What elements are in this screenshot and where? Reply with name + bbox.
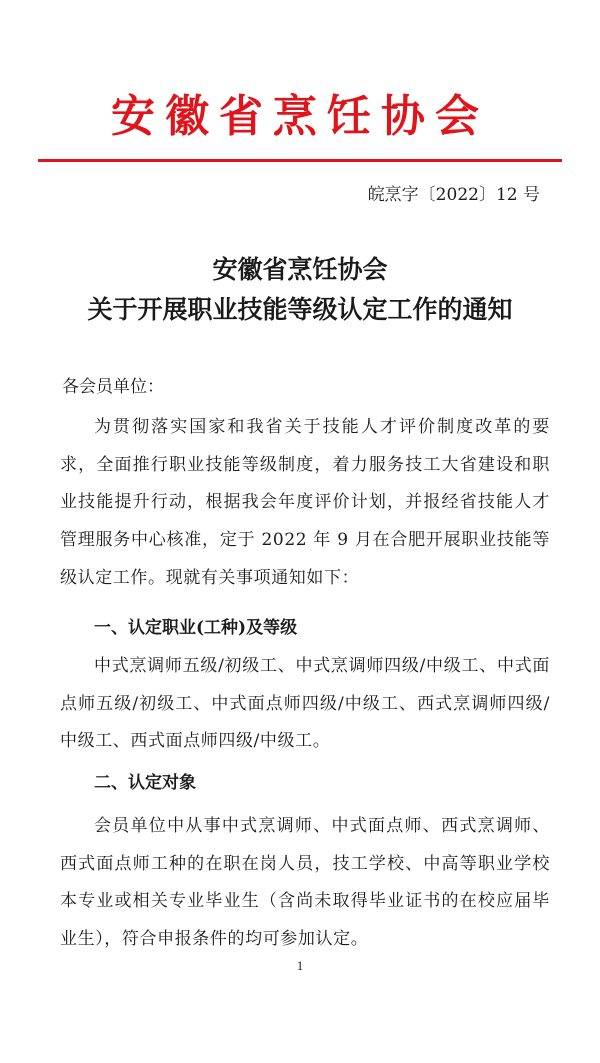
document-number: 皖烹字〔2022〕12 号 <box>367 185 540 205</box>
salutation: 各会员单位： <box>62 377 164 397</box>
intro-paragraph: 为贯彻落实国家和我省关于技能人才评价制度改革的要求，全面推行职业技能等级制度，着力服务技工大省建设和职业技能提升行动，根据我会年度评价计划，并报经省技能人才管理服务中心核准，定于 2022 年 9 月在合肥开展职业技能等级认定工作。现就有关事项通知如下： <box>60 417 550 588</box>
section-heading-occupations: 一、认定职业(工种)及等级 <box>94 618 298 638</box>
section-heading-targets: 二、认定对象 <box>94 773 196 793</box>
occupations-paragraph: 中式烹调师五级/初级工、中式烹调师四级/中级工、中式面点师五级/初级工、中式面点师四级/中级工、西式烹调师四级/中级工、西式面点师四级/中级工。 <box>60 656 550 752</box>
targets-paragraph: 会员单位中从事中式烹调师、中式面点师、西式烹调师、西式面点师工种的在职在岗人员，技工学校、中高等职业学校本专业或相关专业毕业生（含尚未取得毕业证书的在校应届毕业生），符合申报条件的均可参加认定。 <box>60 816 550 950</box>
letterhead-red-rule <box>38 159 562 162</box>
document-title-line-2: 关于开展职业技能等级认定工作的通知 <box>87 295 513 324</box>
document-title-line-1: 安徽省烹饪协会 <box>212 255 388 284</box>
page-number: 1 <box>296 958 304 973</box>
organization-letterhead: 安徽省烹饪协会 <box>111 91 489 142</box>
